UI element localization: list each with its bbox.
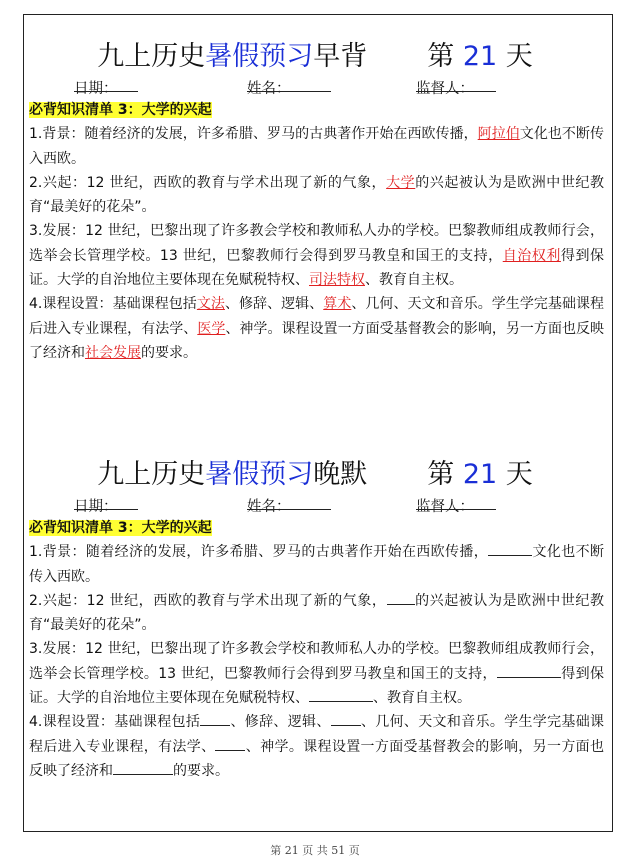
- name-field[interactable]: [247, 77, 331, 92]
- paragraph-development: 3.发展：12 世纪，巴黎出现了许多教会学校和教师私人办的学校。巴黎教师组成教师行会，选举会长管理学校。13 世纪，巴黎教师行会得到罗马教皇和国王的支持，自治权利得到保证。大学的自治地位主要体现在免赋税特权、司法特权、教育自主权。: [29, 223, 605, 289]
- answer: 司法特权: [309, 272, 365, 289]
- morning-content: [29, 98, 604, 365]
- date-label: 日期：: [74, 81, 118, 97]
- paragraph-background: 1.背景：随着经济的发展，许多希腊、罗马的古典著作开始在西欧传播， 文化也不断传入西欧。: [29, 544, 604, 585]
- answer: 文法: [196, 296, 225, 313]
- paragraph-curriculum: 4.课程设置：基础课程包括 、修辞、逻辑、 、几何、天文和音乐。学生学完基础课程后进入专业课程，有法学、 、神学。课程设置一方面受基督教会的影响，另一方面也反映了经济和 的要求。: [29, 714, 605, 779]
- blank-field[interactable]: [488, 543, 532, 556]
- paragraph-background: 1.背景：随着经济的发展，许多希腊、罗马的古典著作开始在西欧传播，阿拉伯文化也不断传入西欧。: [29, 126, 605, 167]
- supervisor-label: 监督人：: [416, 81, 474, 97]
- blank-field[interactable]: [331, 713, 361, 726]
- evening-content: [29, 516, 604, 783]
- blank-field[interactable]: [200, 713, 230, 726]
- blank-field[interactable]: [309, 689, 373, 702]
- date-field[interactable]: [74, 495, 138, 510]
- answer: 算术: [323, 296, 352, 313]
- page-footer: 第 21 页 共 51 页: [270, 844, 360, 857]
- date-field[interactable]: [74, 77, 138, 92]
- paragraph-rise: 2.兴起：12 世纪，西欧的教育与学术出现了新的气象， 的兴起被认为是欧洲中世纪教育“最美好的花朵”。: [29, 592, 605, 634]
- answer: 医学: [197, 320, 226, 337]
- answer: 社会发展: [85, 344, 141, 361]
- evening-title: 九上历史暑假预习晚默 第 21 天: [97, 459, 533, 490]
- blank-field[interactable]: [497, 665, 561, 678]
- paragraph-curriculum: 4.课程设置：基础课程包括文法、修辞、逻辑、算术、几何、天文和音乐。学生学完基础课程后进入专业课程，有法学、医学、神学。课程设置一方面受基督教会的影响，另一方面也反映了经济和社会发展的要求。: [29, 296, 605, 361]
- section-heading: 必背知识清单 3：大学的兴起: [29, 102, 212, 118]
- blank-field[interactable]: [113, 762, 173, 775]
- answer: 自治权利: [502, 247, 561, 264]
- paragraph-development: 3.发展：12 世纪，巴黎出现了许多教会学校和教师私人办的学校。巴黎教师组成教师行会，选举会长管理学校。13 世纪，巴黎教师行会得到罗马教皇和国王的支持， 得到保证。大学的自治地位主要体现在免赋税特权、 、教育自主权。: [29, 641, 604, 707]
- blank-field[interactable]: [215, 738, 245, 751]
- name-label: 姓名：: [247, 81, 291, 97]
- supervisor-label: 监督人：: [416, 499, 474, 515]
- date-label: 日期：: [74, 499, 118, 515]
- section-heading: 必背知识清单 3：大学的兴起: [29, 520, 212, 536]
- paragraph-rise: 2.兴起：12 世纪，西欧的教育与学术出现了新的气象，大学的兴起被认为是欧洲中世纪教育“最美好的花朵”。: [29, 174, 604, 216]
- answer: 大学: [386, 174, 416, 191]
- blank-field[interactable]: [387, 592, 415, 605]
- answer: 阿拉伯: [477, 126, 520, 143]
- supervisor-field[interactable]: [416, 77, 496, 92]
- name-field[interactable]: [247, 495, 331, 510]
- supervisor-field[interactable]: [416, 495, 496, 510]
- name-label: 姓名：: [247, 499, 291, 515]
- morning-title: 九上历史暑假预习早背 第 21 天: [97, 41, 533, 72]
